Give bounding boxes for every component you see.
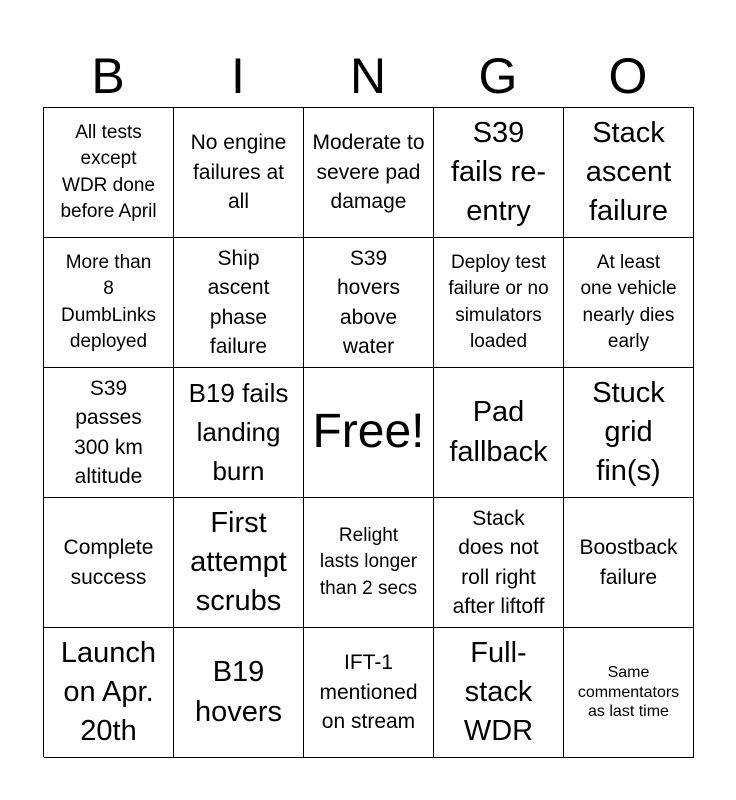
header-letter-g: G xyxy=(478,48,518,104)
bingo-board xyxy=(43,107,694,757)
cell-text: Ship ascent phase failure xyxy=(207,246,270,358)
bingo-cell-r3-c5[interactable] xyxy=(564,368,694,498)
header-letter-n: N xyxy=(349,48,387,104)
bingo-cell-r4-c1[interactable] xyxy=(44,498,174,628)
cell-text: IFT-1 mentioned on stream xyxy=(319,651,418,734)
cell-text: B19 hovers xyxy=(194,656,283,728)
cell-text: S39 fails re- entry xyxy=(450,116,547,228)
bingo-cell-r3-c4[interactable] xyxy=(434,368,564,498)
cell-text: Launch on Apr. 20th xyxy=(60,636,157,748)
bingo-cell-r1-c2[interactable] xyxy=(174,108,304,238)
free-space-text: Free! xyxy=(312,405,425,459)
cell-text: At least one vehicle nearly dies early xyxy=(580,252,677,352)
cell-text: B19 fails landing burn xyxy=(188,378,289,486)
cell-text: Pad fallback xyxy=(449,396,548,468)
bingo-cell-r5-c1[interactable] xyxy=(44,628,174,758)
cell-text: Same commentators as last time xyxy=(577,664,680,721)
header-letter-b: B xyxy=(91,48,125,104)
bingo-cell-r2-c1[interactable] xyxy=(44,238,174,368)
header-letter-i: I xyxy=(231,48,245,104)
cell-text: Deploy test failure or no simulators loaded xyxy=(448,252,549,352)
cell-text: S39 passes 300 km altitude xyxy=(74,376,143,488)
cell-text: No engine failures at all xyxy=(190,131,287,214)
cell-text: Stack does not roll right after liftoff xyxy=(452,506,545,618)
cell-text: Stuck grid fin(s) xyxy=(592,376,665,488)
bingo-cell-r1-c5[interactable] xyxy=(564,108,694,238)
bingo-cell-r2-c4[interactable] xyxy=(434,238,564,368)
cell-text: More than 8 DumbLinks deployed xyxy=(60,252,157,352)
bingo-cell-r1-c3[interactable] xyxy=(304,108,434,238)
bingo-cell-r2-c2[interactable] xyxy=(174,238,304,368)
bingo-cell-r5-c3[interactable] xyxy=(304,628,434,758)
header-letter-o: O xyxy=(608,48,648,104)
cell-text: All tests except WDR done before April xyxy=(60,122,157,222)
bingo-cell-r4-c5[interactable] xyxy=(564,498,694,628)
bingo-cell-r3-c2[interactable] xyxy=(174,368,304,498)
cell-text: S39 hovers above water xyxy=(336,246,401,358)
bingo-header xyxy=(43,44,693,108)
bingo-cell-r5-c4[interactable] xyxy=(434,628,564,758)
bingo-cell-r5-c2[interactable] xyxy=(174,628,304,758)
bingo-cell-r4-c4[interactable] xyxy=(434,498,564,628)
bingo-cell-r4-c2[interactable] xyxy=(174,498,304,628)
cell-text: Stack ascent failure xyxy=(585,116,672,228)
bingo-cell-free[interactable] xyxy=(304,368,434,498)
bingo-cell-r3-c1[interactable] xyxy=(44,368,174,498)
bingo-cell-r5-c5[interactable] xyxy=(564,628,694,758)
cell-text: Relight lasts longer than 2 secs xyxy=(319,525,418,599)
bingo-cell-r2-c5[interactable] xyxy=(564,238,694,368)
cell-text: Boostback failure xyxy=(579,536,678,589)
cell-text: First attempt scrubs xyxy=(190,506,287,618)
cell-text: Full- stack WDR xyxy=(463,636,534,748)
cell-text: Complete success xyxy=(63,536,154,589)
bingo-cell-r1-c4[interactable] xyxy=(434,108,564,238)
bingo-cell-r4-c3[interactable] xyxy=(304,498,434,628)
bingo-cell-r1-c1[interactable] xyxy=(44,108,174,238)
cell-text: Moderate to severe pad damage xyxy=(312,131,425,214)
bingo-cell-r2-c3[interactable] xyxy=(304,238,434,368)
